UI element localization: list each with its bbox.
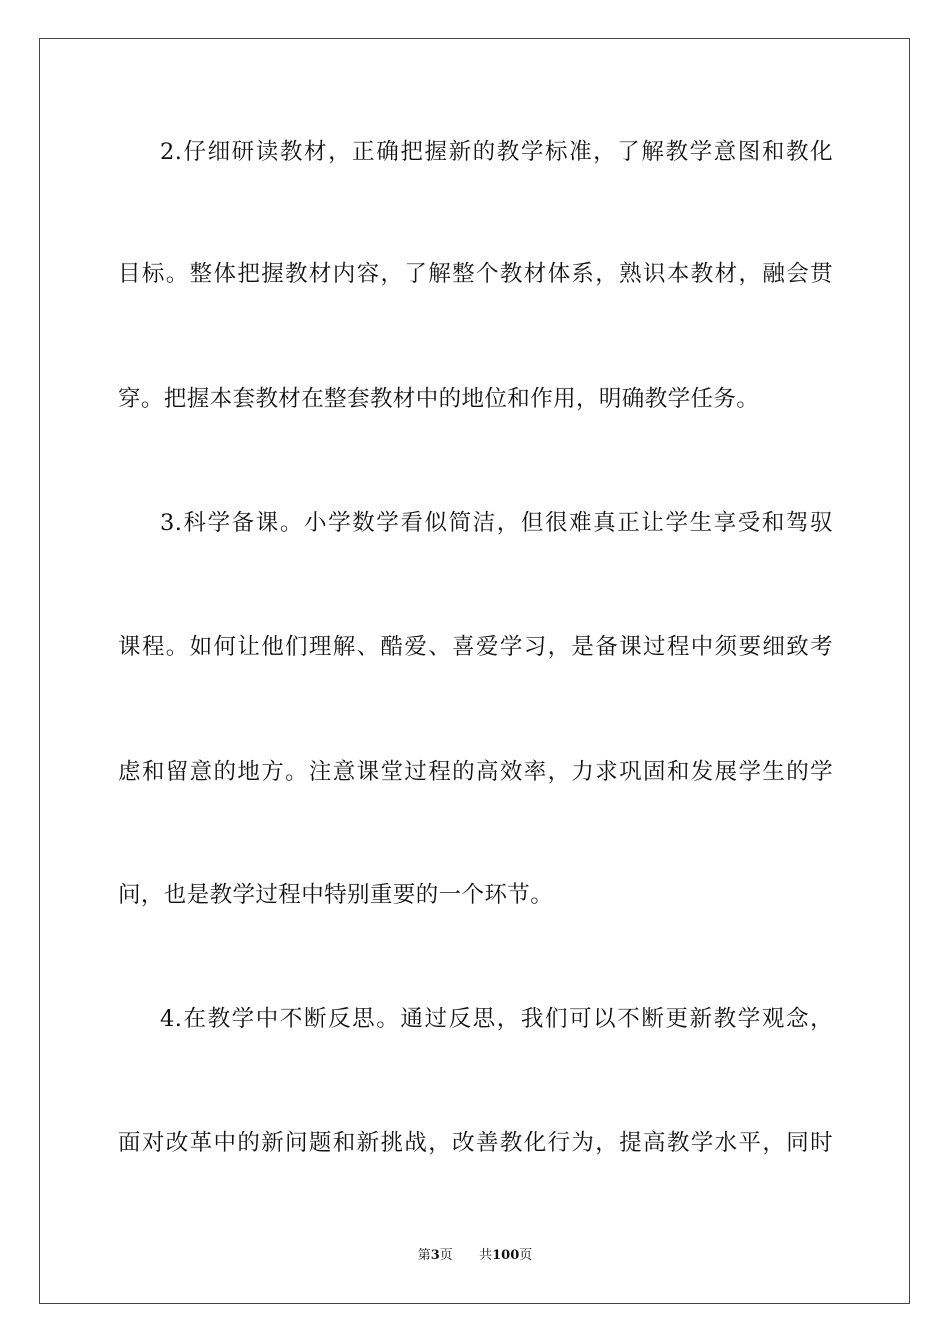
paragraph-4-line-1: 4.在教学中不断反思。通过反思，我们可以不断更新教学观念，	[160, 1006, 833, 1032]
total-label-suffix: 页	[519, 1248, 533, 1263]
paragraph-3-line-1: 3.科学备课。小学数学看似简洁，但很难真正让学生享受和驾驭	[160, 510, 833, 536]
paragraph-3-line-3: 虑和留意的地方。注意课堂过程的高效率，力求巩固和发展学生的学	[118, 759, 833, 785]
total-pages: 100	[492, 1248, 520, 1263]
paragraph-3-line-4: 问，也是教学过程中特别重要的一个环节。	[118, 882, 554, 908]
page-footer	[0, 1247, 950, 1265]
paragraph-2-line-1: 2.仔细研读教材，正确把握新的教学标准，了解教学意图和教化	[160, 139, 833, 165]
page-label-prefix: 第	[417, 1248, 431, 1263]
paragraph-3-line-2: 课程。如何让他们理解、酷爱、喜爱学习，是备课过程中须要细致考	[118, 634, 833, 660]
page-label-suffix: 页	[439, 1248, 453, 1263]
page-border	[39, 38, 910, 1304]
paragraph-2-line-3: 穿。把握本套教材在整套教材中的地位和作用，明确教学任务。	[118, 386, 760, 412]
paragraph-4-line-2: 面对改革中的新问题和新挑战，改善教化行为，提高教学水平，同时	[118, 1130, 833, 1156]
page-number: 3	[430, 1248, 440, 1263]
paragraph-2-line-2: 目标。整体把握教材内容，了解整个教材体系，熟识本教材，融会贯	[118, 261, 833, 287]
total-label-prefix: 共	[479, 1248, 493, 1263]
